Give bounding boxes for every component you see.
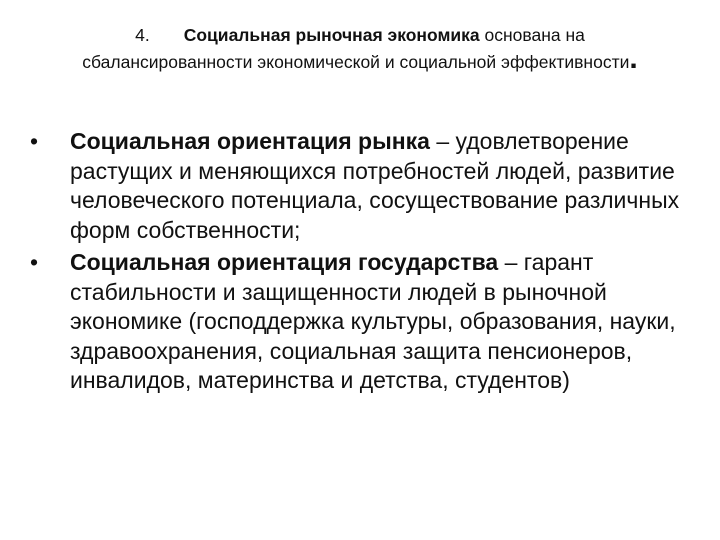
title-bold-text: Социальная рыночная экономика: [183, 25, 480, 45]
bullet-marker: •: [30, 249, 39, 275]
title-number: 4.: [135, 25, 150, 45]
bullet-list: [30, 127, 700, 399]
bullet-term: Социальная ориентация рынка: [70, 128, 430, 154]
bullet-definition: – удовлетворение растущих и меняющихся потребностей людей, развитие человеческого потенциала, сосуществование различных форм собственности;: [70, 128, 680, 243]
bullet-item-state: [30, 248, 700, 396]
bullet-item-market: [30, 127, 700, 245]
title-period: .: [629, 42, 638, 75]
bullet-term: Социальная ориентация государства: [70, 249, 499, 275]
bullet-definition: – гарант стабильности и защищенности людей в рыночной экономике (господдержка культуры, образования, науки, здравоохранения, социальная защита пенсионеров, инвалидов, материнства и детства, студентов): [70, 249, 676, 393]
title-rest-text: основана на сбалансированности экономической и социальной эффективности: [82, 25, 630, 72]
bullet-marker: •: [30, 128, 39, 154]
slide-title: [60, 22, 660, 76]
